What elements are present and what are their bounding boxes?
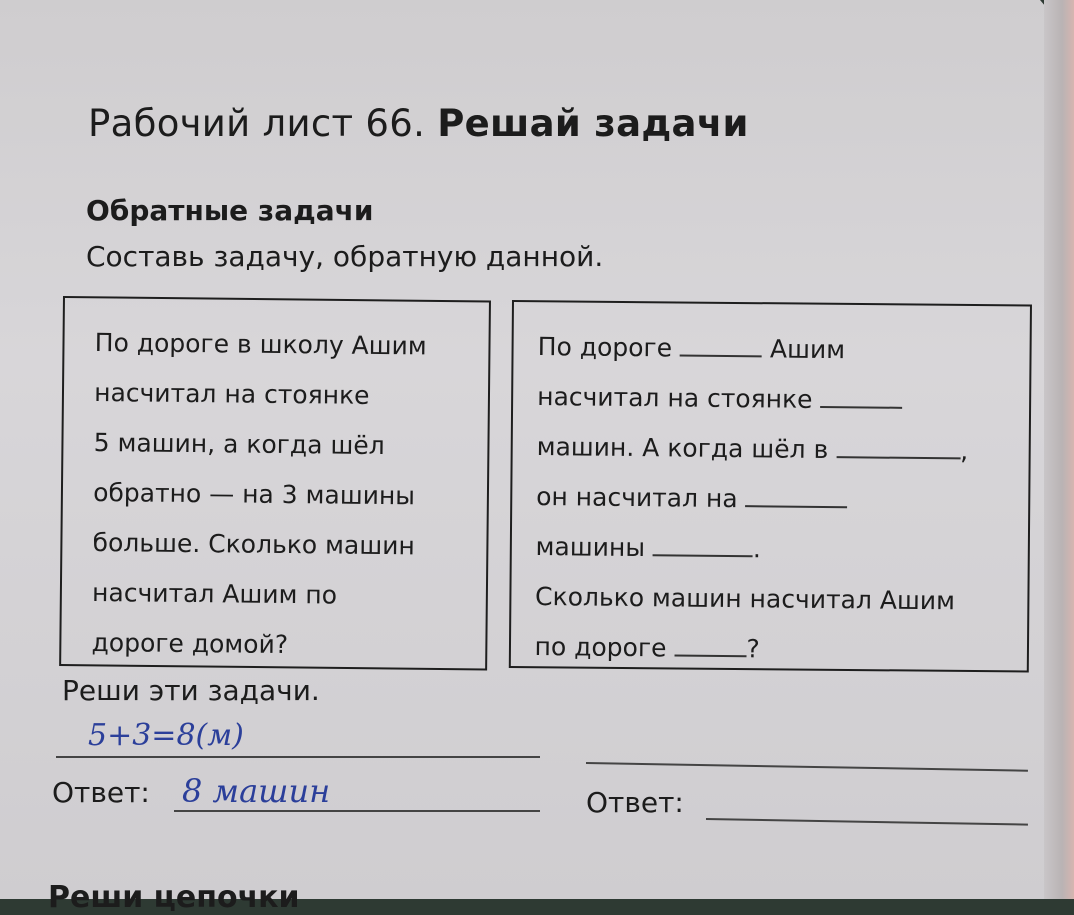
page-edge (1044, 0, 1074, 899)
instruction: Составь задачу, обратную данной. (86, 240, 604, 273)
inverse-line-7 (534, 622, 1024, 677)
inverse-text: насчитал на стоянке (537, 381, 813, 414)
inverse-line-6: Сколько машин насчитал Ашим (534, 581, 956, 616)
inverse-text: он насчитал на (536, 481, 738, 514)
answer-label-right: Ответ: (586, 786, 684, 819)
fill-blank[interactable] (674, 634, 746, 657)
inverse-line-5 (535, 522, 1025, 577)
fill-blank[interactable] (746, 485, 848, 508)
inverse-line-1 (537, 322, 1027, 377)
given-line: насчитал Ашим по (91, 577, 338, 610)
inverse-text: машин. А когда шёл в (536, 431, 829, 465)
next-section-heading: Реши цепочки (48, 880, 300, 915)
answer-label-left: Ответ: (52, 776, 150, 809)
inverse-text: , (960, 436, 969, 466)
title-prefix: Рабочий лист 66. (88, 102, 426, 145)
inverse-text: . (752, 534, 762, 564)
inverse-line-3 (536, 422, 1026, 477)
handwritten-expression: 5+3=8(м) (88, 718, 244, 753)
handwritten-answer: 8 машин (182, 772, 331, 810)
fill-blank[interactable] (653, 534, 753, 557)
fill-blank[interactable] (680, 334, 762, 357)
fill-blank[interactable] (820, 386, 902, 409)
given-line: насчитал на стоянке (94, 377, 370, 410)
inverse-text: По дороге (537, 331, 673, 363)
solve-prompt: Реши эти задачи. (62, 674, 320, 707)
page-title (88, 102, 749, 145)
title-main: Решай задачи (437, 102, 749, 145)
inverse-text: машины (535, 531, 646, 563)
inverse-text: ? (746, 634, 760, 664)
inverse-line-4 (536, 472, 1026, 527)
inverse-text: Ашим (769, 334, 846, 365)
answer-line-left[interactable] (174, 810, 540, 812)
given-line: По дороге в школу Ашим (94, 327, 427, 361)
given-task-text (91, 318, 485, 672)
inverse-line-2 (537, 372, 1027, 427)
given-line: дороге домой? (91, 627, 289, 660)
inverse-task-text (534, 322, 1028, 677)
work-line-left[interactable] (56, 756, 540, 758)
inverse-text: по дороге (534, 631, 667, 663)
given-line: обратно — на 3 машины (93, 477, 416, 511)
given-line: 5 машин, а когда шёл (93, 427, 385, 461)
given-line: больше. Сколько машин (92, 527, 415, 561)
fill-blank[interactable] (836, 436, 960, 459)
section-heading: Обратные задачи (86, 194, 374, 227)
